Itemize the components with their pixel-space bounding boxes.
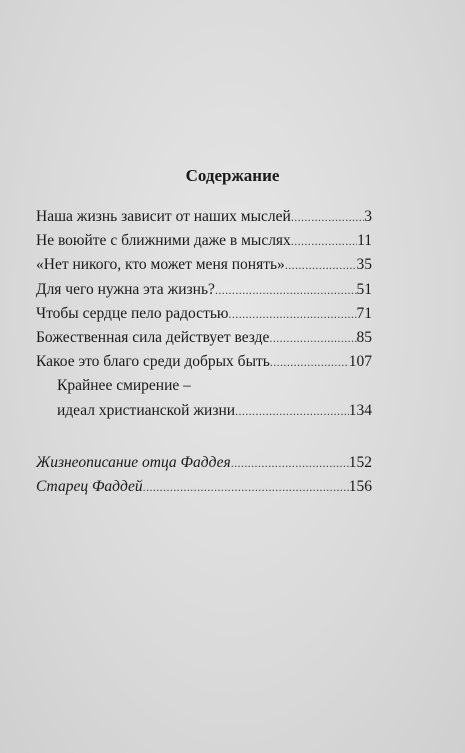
toc-entry-page: 134 [348,401,372,419]
table-of-contents [36,205,372,499]
appendix-entry-title: Жизнеописание отца Фаддея [36,453,231,471]
toc-entry [36,253,372,277]
toc-entry [36,229,372,253]
toc-entry-title: Для чего нужна эта жизнь? [36,280,215,298]
dot-leader [269,326,356,350]
toc-entry-page: 85 [356,328,372,346]
toc-entry [36,278,372,302]
toc-entry-page: 11 [357,232,372,250]
toc-entry-title-line2: идеал христианской жизни [57,401,236,419]
dot-leader [215,278,357,302]
toc-entry-page: 35 [356,256,372,274]
dot-leader [143,475,349,499]
contents-heading: Содержание [185,166,280,185]
toc-entry [36,326,372,350]
toc-entry-page: 3 [364,208,372,225]
dot-leader [229,302,357,326]
toc-entry-title: Не воюйте с ближними даже в мыслях [36,232,291,250]
appendix-entry [36,451,372,475]
dot-leader [231,451,349,475]
toc-entry-page: 51 [356,280,372,298]
appendix-entry-page: 152 [348,453,372,471]
dot-leader [235,399,349,423]
dot-leader [270,350,349,374]
dot-leader [291,229,357,253]
toc-entry-title: Какое это благо среди добрых быть [36,353,270,371]
toc-entry-title: Божественная сила действует везде [36,328,270,346]
toc-entry-title: Чтобы сердце пело радостью [36,304,229,322]
appendix-entry [36,475,372,499]
toc-entry [36,205,372,229]
toc-entry-title: «Нет никого, кто может меня понять» [36,256,285,274]
appendix-entry-title: Старец Фаддей [36,477,143,495]
toc-entry [36,302,372,326]
toc-entry [36,350,372,374]
toc-entry-title-line1: Крайнее смирение – [57,377,191,395]
section-gap [36,423,372,451]
toc-entry-page: 71 [356,304,372,322]
dot-leader [285,253,357,277]
toc-entry [36,399,372,423]
toc-entry-page: 107 [348,353,372,371]
toc-entry-title: Наша жизнь зависит от наших мыслей [36,208,291,225]
dot-leader [291,205,364,229]
appendix-entry-page: 156 [348,477,372,495]
